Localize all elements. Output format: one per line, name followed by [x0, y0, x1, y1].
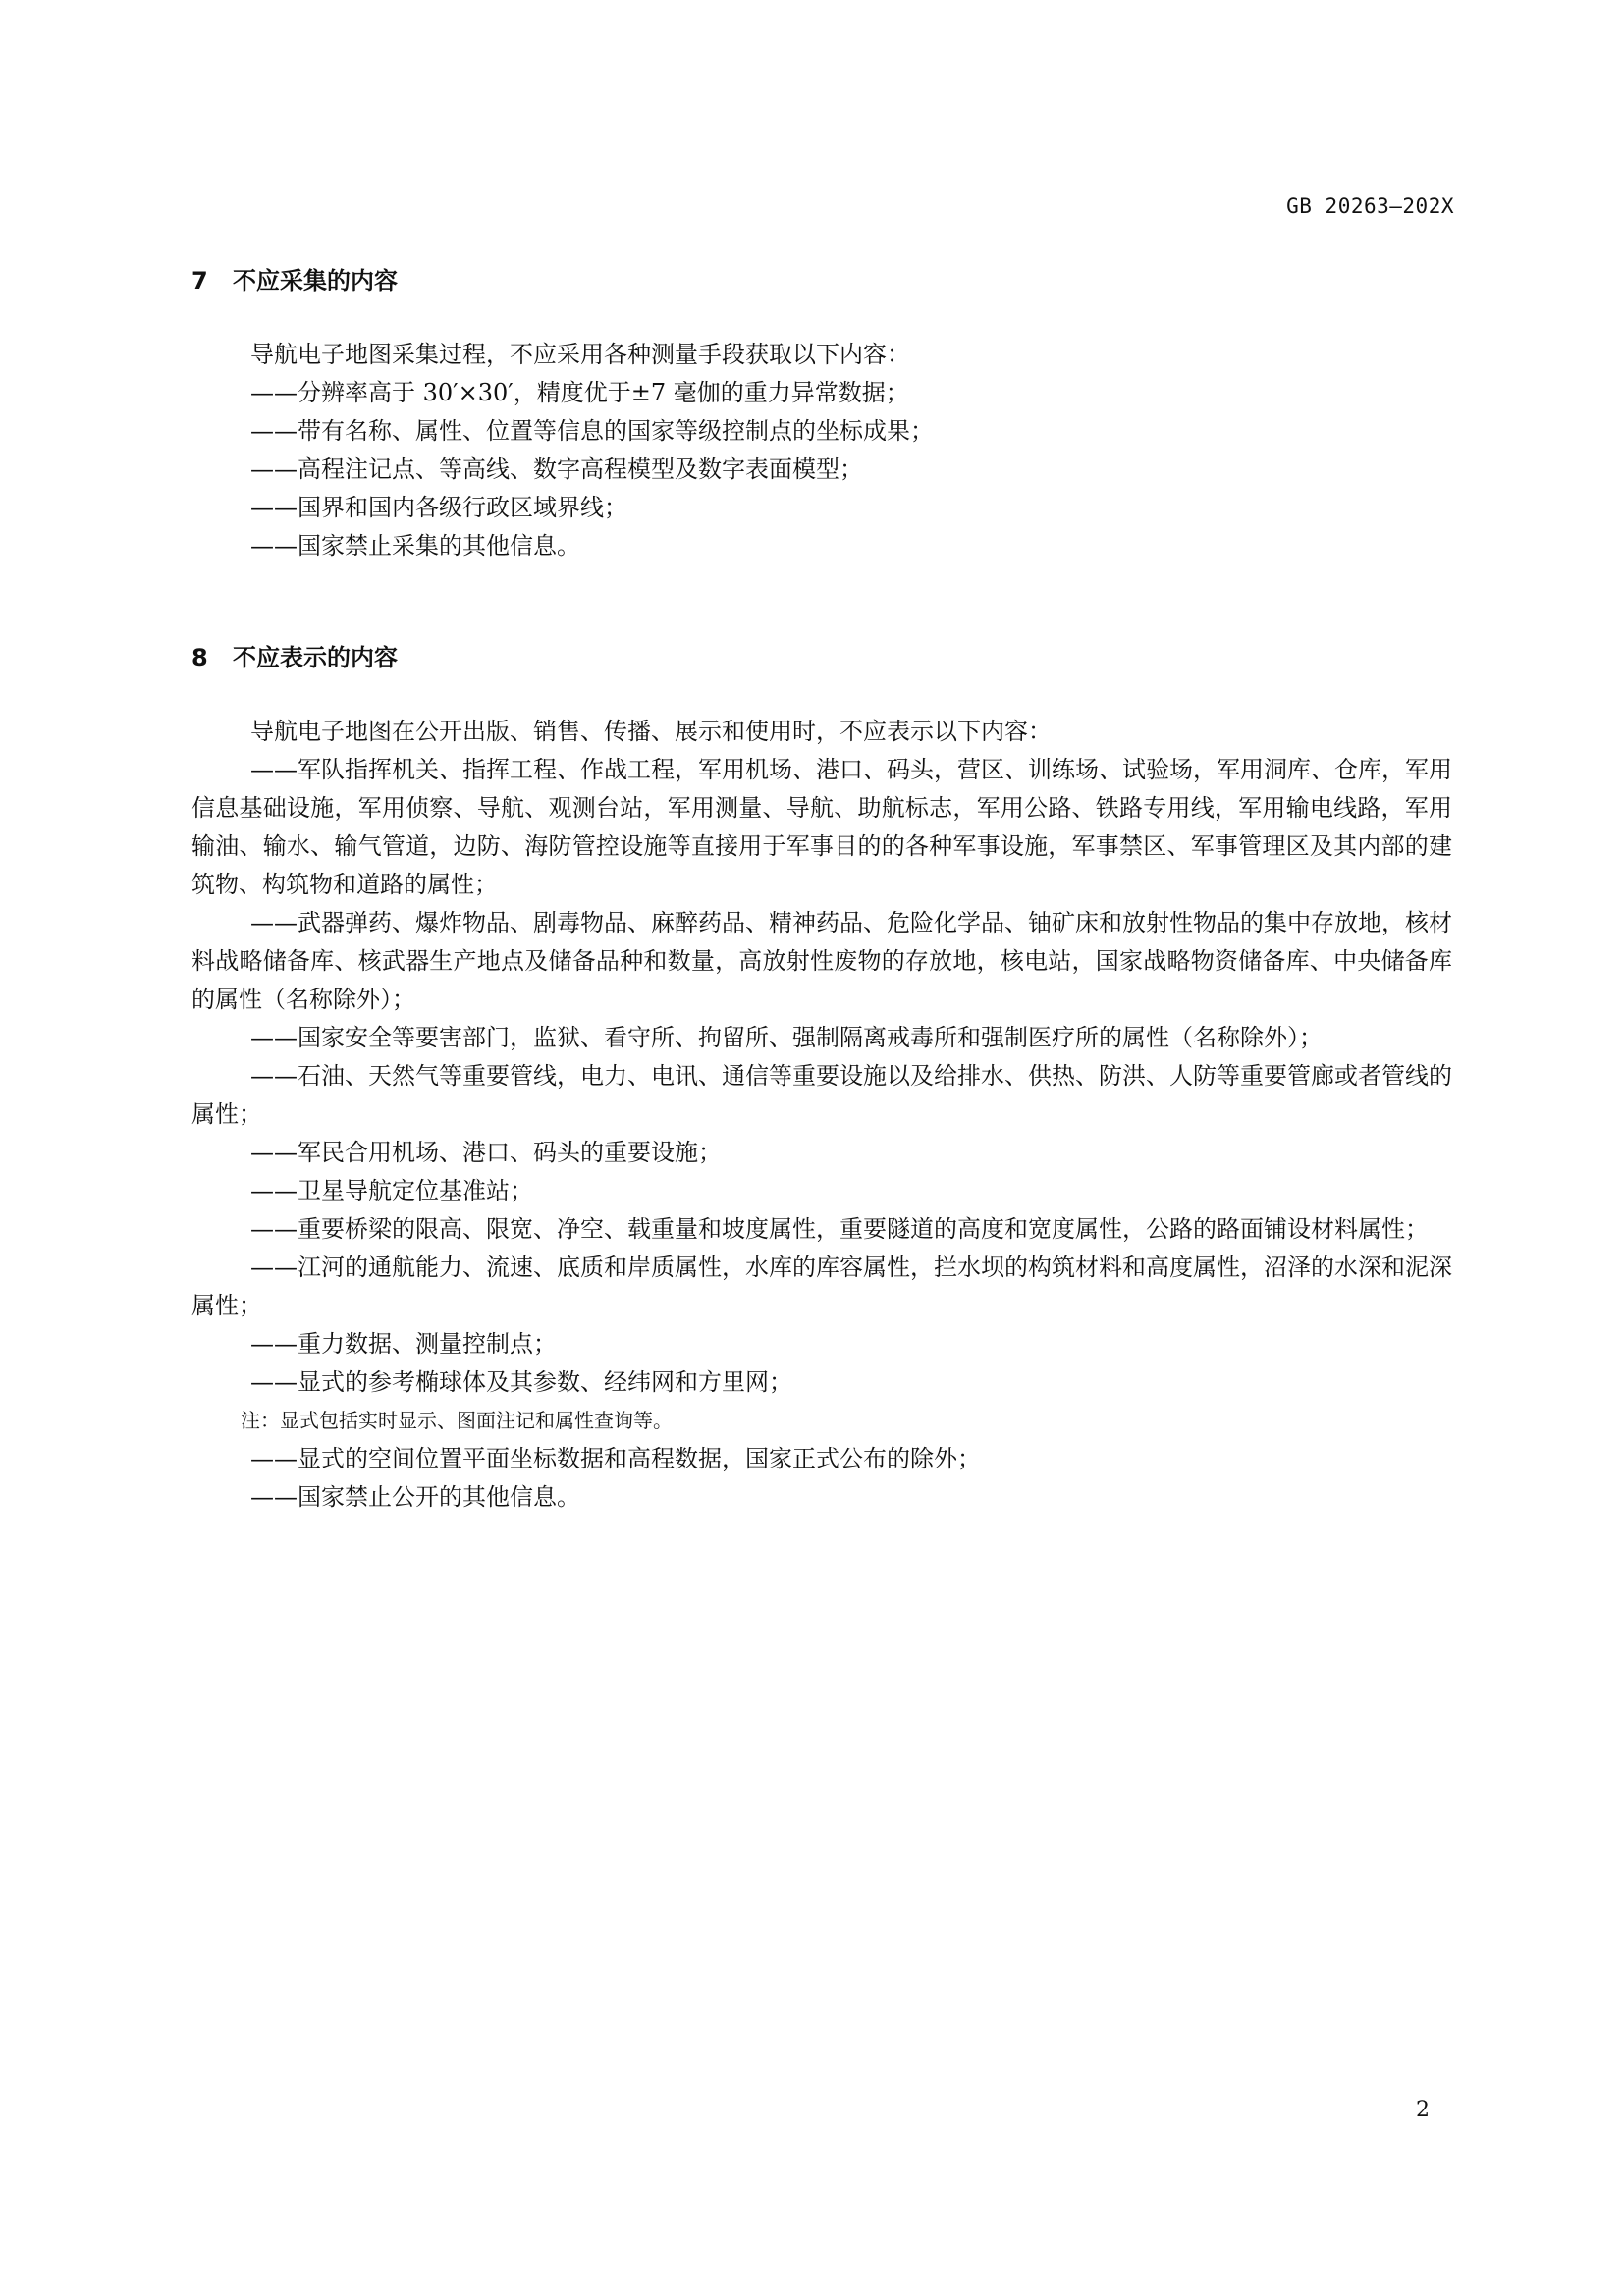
- section-8-number: 8: [191, 644, 208, 671]
- section-7-item: ——分辨率高于 30′×30′，精度优于±7 毫伽的重力异常数据；: [250, 379, 909, 406]
- section-8-item: ——卫星导航定位基准站；: [250, 1177, 533, 1204]
- section-7-number: 7: [191, 267, 208, 294]
- page-number: 2: [1416, 2098, 1430, 2122]
- section-8-item: ——国家禁止公开的其他信息。: [250, 1483, 580, 1511]
- section-8-item: ——显式的参考椭球体及其参数、经纬网和方里网；: [250, 1368, 792, 1396]
- section-8-item: ——军队指挥机关、指挥工程、作战工程，军用机场、港口、码头，营区、训练场、试验场，军用洞库、仓库，军用信息基础设施，军用侦察、导航、观测台站，军用测量、导航、助航标志，军用公路、铁路专用线，军用输电线路，军用输油、输水、输气管道，边防、海防管控设施等直接用于军事目的的各种军事设施，军事禁区、军事管理区及其内部的建筑物、构筑物和道路的属性；: [191, 756, 1452, 898]
- section-7: [191, 263, 1452, 565]
- section-8-heading: [191, 640, 1452, 675]
- section-8-item: ——江河的通航能力、流速、底质和岸质属性，水库的库容属性，拦水坝的构筑材料和高度属性，沼泽的水深和泥深属性；: [191, 1254, 1452, 1319]
- section-8-item: ——国家安全等要害部门，监狱、看守所、拘留所、强制隔离戒毒所和强制医疗所的属性（名称除外）；: [250, 1024, 1323, 1051]
- section-8-item: ——石油、天然气等重要管线，电力、电讯、通信等重要设施以及给排水、供热、防洪、人防等重要管廊或者管线的属性；: [191, 1062, 1452, 1128]
- section-8: [191, 640, 1452, 1517]
- section-7-item: ——高程注记点、等高线、数字高程模型及数字表面模型；: [250, 455, 863, 483]
- section-7-item: ——带有名称、属性、位置等信息的国家等级控制点的坐标成果；: [250, 417, 934, 445]
- note: [191, 1402, 1452, 1440]
- section-8-item: ——军民合用机场、港口、码头的重要设施；: [250, 1139, 722, 1166]
- section-8-intro: 导航电子地图在公开出版、销售、传播、展示和使用时，不应表示以下内容：: [250, 718, 1052, 745]
- section-8-item: ——武器弹药、爆炸物品、剧毒物品、麻醉药品、精神药品、危险化学品、铀矿床和放射性物品的集中存放地，核材料战略储备库、核武器生产地点及储备品种和数量，高放射性废物的存放地，核电站，国家战略物资储备库、中央储备库的属性（名称除外）；: [191, 909, 1452, 1013]
- note-text: 显式包括实时显示、图面注记和属性查询等。: [280, 1409, 673, 1432]
- note-label: 注：: [241, 1409, 280, 1432]
- section-7-item: ——国界和国内各级行政区域界线；: [250, 494, 627, 521]
- section-7-heading: [191, 263, 1452, 298]
- document-code: GB 20263—202X: [1286, 194, 1454, 218]
- section-8-title: 不应表示的内容: [233, 644, 398, 671]
- section-7-item: ——国家禁止采集的其他信息。: [250, 532, 580, 560]
- section-7-intro: 导航电子地图采集过程，不应采用各种测量手段获取以下内容：: [250, 341, 910, 368]
- section-8-item: ——重力数据、测量控制点；: [250, 1330, 557, 1358]
- section-8-item: ——重要桥梁的限高、限宽、净空、载重量和坡度属性，重要隧道的高度和宽度属性，公路的路面铺设材料属性；: [250, 1215, 1429, 1243]
- section-7-title: 不应采集的内容: [233, 267, 398, 294]
- section-8-item: ——显式的空间位置平面坐标数据和高程数据，国家正式公布的除外；: [250, 1445, 981, 1472]
